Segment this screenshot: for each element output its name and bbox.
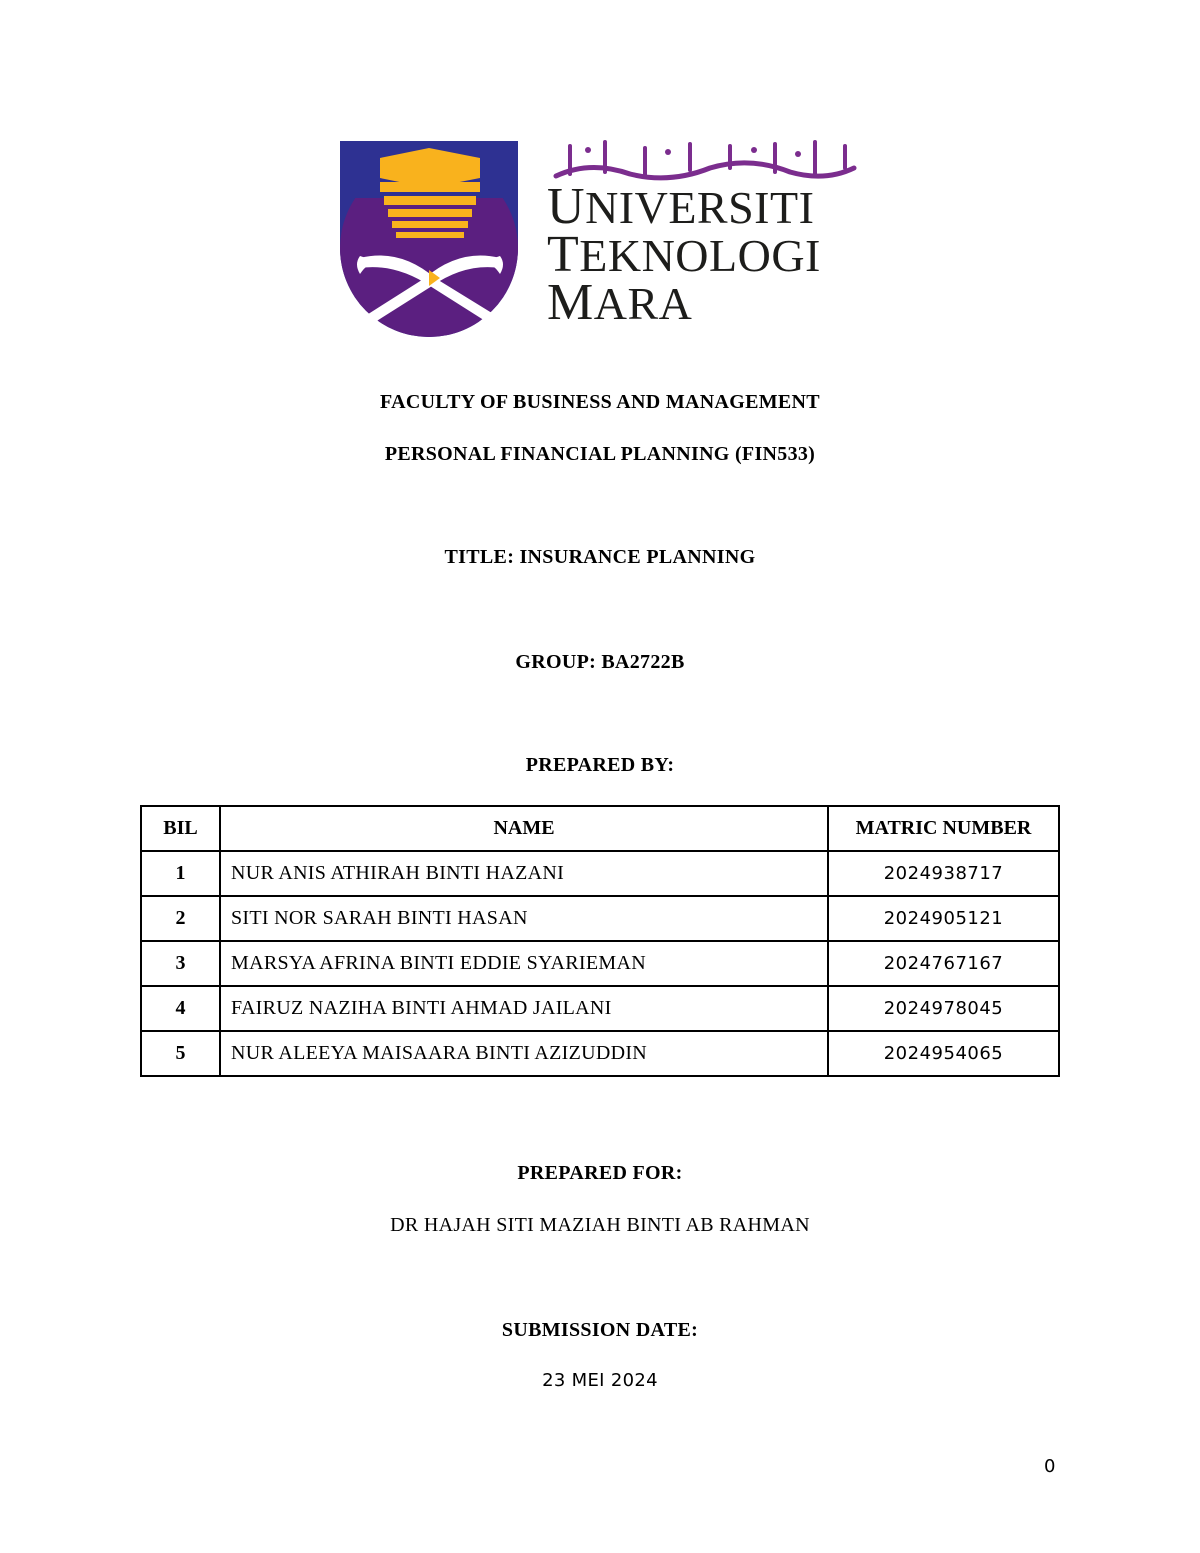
row-bil: 1 (141, 851, 220, 896)
row-matric: 2024978045 (828, 986, 1059, 1031)
row-bil: 5 (141, 1031, 220, 1076)
table-row (141, 1031, 1059, 1076)
table-row (141, 851, 1059, 896)
row-matric: 2024938717 (828, 851, 1059, 896)
members-table (140, 805, 1060, 1077)
report-title: TITLE: INSURANCE PLANNING (444, 546, 756, 568)
table-row (141, 986, 1059, 1031)
submission-date-heading: SUBMISSION DATE: (501, 1319, 699, 1341)
row-bil: 2 (141, 896, 220, 941)
row-name: MARSYA AFRINA BINTI EDDIE SYARIEMAN (220, 941, 828, 986)
table-row (141, 896, 1059, 941)
header-bil: BIL (141, 806, 220, 851)
row-name: SITI NOR SARAH BINTI HASAN (220, 896, 828, 941)
row-name: FAIRUZ NAZIHA BINTI AHMAD JAILANI (220, 986, 828, 1031)
row-name: NUR ALEEYA MAISAARA BINTI AZIZUDDIN (220, 1031, 828, 1076)
submission-date: 23 MEI 2024 (542, 1370, 658, 1391)
header-matric: MATRIC NUMBER (828, 806, 1059, 851)
page-number: 0 (1044, 1456, 1056, 1477)
row-name: NUR ANIS ATHIRAH BINTI HAZANI (220, 851, 828, 896)
row-bil: 3 (141, 941, 220, 986)
course-name: PERSONAL FINANCIAL PLANNING (FIN533) (384, 443, 816, 465)
arabic-wordmark-icon (550, 138, 860, 186)
lecturer-name: DR HAJAH SITI MAZIAH BINTI AB RAHMAN (390, 1214, 810, 1236)
uitm-crest-icon (340, 138, 520, 338)
row-bil: 4 (141, 986, 220, 1031)
faculty-name: FACULTY OF BUSINESS AND MANAGEMENT (380, 391, 820, 413)
prepared-for-heading: PREPARED FOR: (517, 1162, 683, 1184)
group-code: GROUP: BA2722B (515, 651, 685, 673)
row-matric: 2024767167 (828, 941, 1059, 986)
row-matric: 2024905121 (828, 896, 1059, 941)
university-wordmark: UNIVERSITI TEKNOLOGI MARA (547, 178, 821, 331)
prepared-by-heading: PREPARED BY: (525, 754, 675, 776)
table-row (141, 941, 1059, 986)
row-matric: 2024954065 (828, 1031, 1059, 1076)
university-logo (340, 138, 870, 338)
header-name: NAME (220, 806, 828, 851)
table-header-row (141, 806, 1059, 851)
